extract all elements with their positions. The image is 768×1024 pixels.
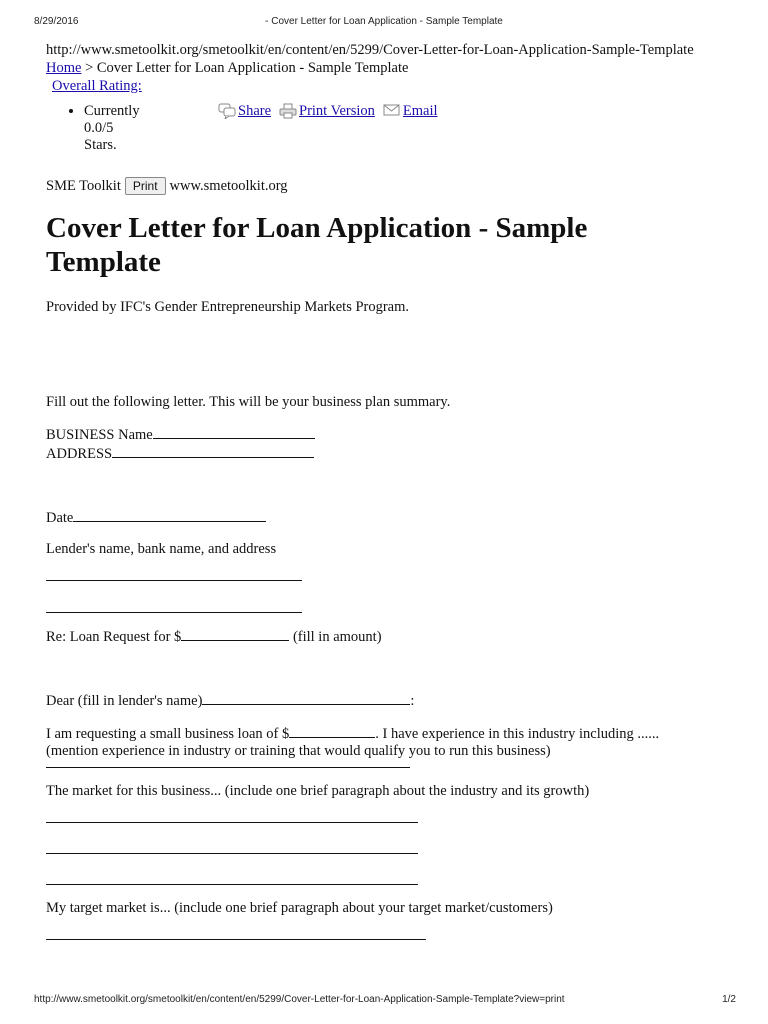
document-title: Cover Letter for Loan Application - Sample Template — [46, 212, 588, 278]
print-button[interactable]: Print — [125, 177, 166, 195]
print-title: - Cover Letter for Loan Application - Sample Template — [265, 16, 503, 27]
lender-line — [46, 611, 302, 613]
provided-by: Provided by IFC's Gender Entrepreneurship Markets Program. — [46, 299, 410, 315]
lender-label: Lender's name, bank name, and address — [46, 541, 277, 557]
overall-rating-link[interactable]: Overall Rating: — [52, 78, 142, 94]
address-field: ADDRESS — [46, 444, 736, 463]
rating-value: • Currently 0.0/5 Stars. — [84, 103, 204, 154]
share-icon — [218, 103, 236, 119]
overall-rating — [52, 77, 736, 95]
intro-text: Fill out the following letter. This will be your business plan summary. — [46, 394, 451, 410]
page-url: http://www.smetoolkit.org/smetoolkit/en/content/en/5299/Cover-Letter-for-Loan-Application-Sample-Template — [46, 42, 694, 58]
article-actions — [218, 103, 438, 120]
date-field: Date — [46, 508, 736, 527]
printer-icon — [279, 103, 297, 119]
loan-amount-blank — [181, 627, 289, 641]
email-link[interactable]: Email — [402, 103, 438, 119]
date-blank — [73, 508, 266, 522]
email-action[interactable] — [383, 103, 438, 120]
site-name: SME Toolkit — [46, 177, 121, 194]
target-market-line — [46, 938, 426, 940]
share-link[interactable]: Share — [238, 103, 272, 119]
market-line — [46, 852, 418, 854]
page-content — [46, 42, 736, 940]
rating-list — [46, 103, 204, 154]
rating-row — [46, 103, 736, 163]
print-version-action[interactable] — [279, 103, 375, 120]
print-version-link[interactable]: Print Version — [299, 103, 375, 119]
print-toolbar — [46, 177, 736, 195]
salutation-line: Dear (fill in lender's name) : — [46, 693, 415, 709]
share-action[interactable] — [218, 103, 271, 120]
business-name-blank — [153, 425, 315, 439]
lender-line — [46, 579, 302, 581]
footer-url: http://www.smetoolkit.org/smetoolkit/en/content/en/5299/Cover-Letter-for-Loan-Application-Sample-Template?view=print — [34, 994, 565, 1005]
business-name-field: BUSINESS Name — [46, 425, 736, 444]
target-market-text: My target market is... (include one brief paragraph about your target market/customers) — [46, 900, 553, 916]
breadcrumb-home-link[interactable]: Home — [46, 60, 82, 76]
print-date: 8/29/2016 — [34, 16, 79, 27]
loan-size-blank — [289, 724, 375, 738]
experience-line — [46, 766, 410, 768]
loan-request-line: Re: Loan Request for $ (fill in amount) — [46, 629, 382, 645]
market-line — [46, 883, 418, 885]
page-number: 1/2 — [722, 994, 736, 1005]
address-blank — [112, 444, 314, 458]
site-url: www.smetoolkit.org — [169, 177, 288, 194]
breadcrumb-current: > Cover Letter for Loan Application - Sample Template — [81, 60, 409, 76]
lender-name-blank — [202, 691, 410, 705]
market-line — [46, 821, 418, 823]
market-text: The market for this business... (include one brief paragraph about the industry and its growth) — [46, 783, 590, 799]
breadcrumb — [46, 59, 736, 77]
envelope-icon — [383, 103, 401, 119]
loan-request-paragraph: I am requesting a small business loan of $ . I have experience in this industry including ...... (mention experience in industry or training that would qualify you to run this business) — [46, 726, 660, 759]
